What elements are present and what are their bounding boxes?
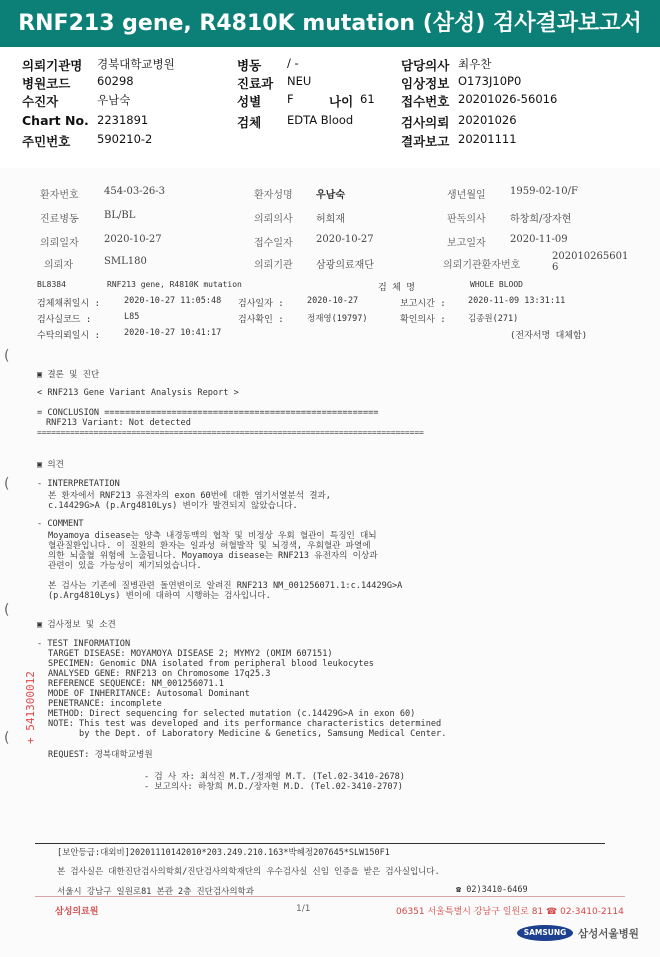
comment-line: Moyamoya disease는 양측 내경동맥의 협착 및 비정상 우회 혈관이 특징인 대뇌: [48, 531, 377, 541]
test-info-line: METHOD: Direct sequencing for selected mutation (c.14429G>A in exon 60): [48, 709, 416, 719]
info-label: 의뢰일자: [40, 238, 79, 249]
meta-label: 검사일자 :: [238, 299, 284, 309]
binder-hole-icon: (: [4, 730, 10, 746]
page-number: 1/1: [296, 904, 311, 914]
info-value: 1959-02-10/F: [510, 186, 578, 197]
label-ward: 병동: [237, 58, 262, 73]
lab-phone: ☎ 02)3410-6469: [456, 885, 528, 895]
info-label: 의뢰의사: [254, 214, 293, 225]
esign-note: (전자서명 대체함): [510, 331, 588, 341]
value-hospital-code: 60298: [97, 74, 134, 88]
info-value: 2020-10-27: [316, 234, 374, 245]
comment-line: 관련이 있을 가능성이 제기되었습니다.: [48, 561, 202, 571]
print-stamp: [보안등급:대외비]20201110142010*203.249.210.163*박혜정207645*SLW150F1: [57, 848, 390, 858]
value-sex: F: [287, 92, 294, 106]
interpretation-line: c.14429G>A (p.Arg4810Lys) 변이가 발견되지 않았습니다.: [48, 501, 298, 511]
label-department: 진료과: [237, 76, 274, 91]
header-panel: [0, 47, 660, 165]
info-value: 우남숙: [316, 190, 345, 201]
value-patient: 우남숙: [97, 93, 131, 107]
header-row: [0, 132, 660, 150]
info-value: 2020-11-09: [510, 234, 568, 245]
info-label: 의뢰자: [44, 260, 73, 271]
test-info-heading: - TEST INFORMATION: [37, 639, 131, 649]
section-heading: ▣ 검사정보 및 소견: [37, 620, 116, 630]
meta-value: 2020-10-27 10:41:17: [124, 328, 222, 338]
hospital-name: 삼성의료원: [55, 907, 99, 917]
info-value: 202010265601: [552, 251, 629, 262]
header-row: [0, 92, 660, 110]
meta-label: 수탁의뢰일시 :: [37, 331, 101, 341]
info-value: BL/BL: [104, 210, 136, 221]
test-info-line: NOTE: This test was developed and its performance characteristics determined: [48, 719, 442, 729]
info-label: 환자번호: [40, 190, 79, 201]
info-value: 허희재: [316, 214, 345, 225]
report-title: RNF213 gene, R4810K mutation (삼성) 검사결과보고서: [0, 0, 660, 47]
divider: [35, 896, 625, 897]
label-doctor: 담당의사: [401, 58, 450, 73]
interpretation-line: 본 환자에서 RNF213 유전자의 exon 60번에 대한 염기서열분석 결과,: [48, 491, 331, 501]
value-ward: / -: [287, 56, 299, 70]
conclusion-result: RNF213 Variant: Not detected: [46, 418, 191, 428]
label-accession: 접수번호: [401, 94, 450, 109]
value-chart-no: 2231891: [97, 113, 149, 127]
value-accession: 20201026-56016: [458, 92, 558, 106]
test-info-line: SPECIMEN: Genomic DNA isolated from peripheral blood leukocytes: [48, 659, 374, 669]
test-info-line: REFERENCE SEQUENCE: NM_001256071.1: [48, 679, 224, 689]
value-resident-no: 590210-2: [97, 132, 153, 146]
meta-value: 김종원(271): [468, 314, 519, 324]
label-reported: 결과보고: [401, 134, 450, 149]
interpretation-heading: - INTERPRETATION: [37, 479, 120, 489]
label-resident-no: 주민번호: [22, 134, 71, 149]
specimen-label: 검 체 명: [378, 283, 415, 293]
tester-line: - 검 사 자: 최석진 M.T./정재영 M.T. (Tel.02-3410-2678): [144, 772, 405, 782]
value-specimen: EDTA Blood: [287, 113, 354, 127]
meta-label: 검사확인 :: [238, 315, 284, 325]
lab-address: 서울시 강남구 일원로81 본관 2층 진단검사의학과: [57, 887, 254, 897]
test-info-line: TARGET DISEASE: MOYAMOYA DISEASE 2; MYMY2 (OMIM 607151): [48, 649, 333, 659]
value-doctor: 최우찬: [458, 57, 492, 71]
info-value: 454-03-26-3: [104, 186, 166, 197]
value-requested: 20201026: [458, 113, 517, 127]
value-department: NEU: [287, 74, 312, 88]
hospital-address: 06351 서울특별시 강남구 일원로 81 ☎ 02-3410-2114: [396, 907, 624, 917]
meta-label: 보고시간 :: [400, 299, 446, 309]
meta-label: 검사실코드 :: [37, 315, 92, 325]
barcode-number: + 541300012: [24, 671, 37, 744]
label-patient: 수진자: [22, 94, 59, 109]
test-info-line: MODE OF INHERITANCE: Autosomal Dominant: [48, 689, 250, 699]
section-heading: ▣ 결론 및 진단: [37, 370, 100, 380]
meta-value: 정재영(19797): [307, 314, 368, 324]
certification-text: 본 검사실은 대한진단검사의학회/진단검사의학재단의 우수검사실 신임 인증을 받은 검사실입니다.: [57, 867, 440, 877]
label-sex: 성별: [237, 94, 262, 109]
label-chart-no: Chart No.: [22, 113, 89, 128]
section-heading: ▣ 의견: [37, 460, 64, 470]
label-institution: 의뢰기관명: [22, 58, 83, 73]
binder-hole-icon: (: [4, 602, 10, 618]
value-reported: 20201111: [458, 132, 517, 146]
label-age: 나이: [329, 94, 354, 109]
binder-hole-icon: (: [4, 476, 10, 492]
test-info-line: by the Dept. of Laboratory Medicine & Genetics, Samsung Medical Center.: [48, 729, 447, 739]
info-label: 의뢰기관환자번호: [443, 260, 521, 271]
info-label: 의뢰기관: [254, 260, 293, 271]
info-label: 판독의사: [447, 214, 486, 225]
header-row: [0, 56, 660, 74]
test-info-line: ANALYSED GENE: RNF213 on Chromosome 17q25.3: [48, 669, 271, 679]
value-age: 61: [360, 92, 375, 106]
hospital-logo-text: 삼성서울병원: [578, 928, 639, 940]
meta-value: 2020-10-27 11:05:48: [124, 296, 222, 306]
meta-value: 2020-11-09 13:31:11: [468, 296, 566, 306]
info-value: 하창희/장자현: [510, 214, 572, 225]
separator: ==================================================================================: [37, 428, 424, 437]
specimen-value: WHOLE BLOOD: [470, 280, 523, 289]
binder-hole-icon: (: [4, 348, 10, 364]
reporter-line: - 보고의사: 하창희 M.D./장자현 M.D. (Tel.02-3410-2707): [144, 782, 403, 792]
test-code: BL8384: [37, 280, 66, 289]
header-row: [0, 74, 660, 92]
info-label: 진료병동: [40, 214, 79, 225]
meta-label: 확인의사 :: [400, 315, 446, 325]
comment-line: (p.Arg4810Lys) 변이에 대하여 시행하는 검사입니다.: [48, 591, 271, 601]
request-line: REQUEST: 경북대학교병원: [48, 750, 153, 760]
comment-line: 혈관질환입니다. 이 질환의 환자는 일과성 허혈발작 및 뇌경색, 우회혈관 파열에: [48, 541, 371, 551]
meta-value: 2020-10-27: [307, 296, 359, 306]
meta-label: 검체채취일시 :: [37, 299, 101, 309]
label-hospital-code: 병원코드: [22, 76, 71, 91]
samsung-logo: SAMSUNG: [517, 925, 573, 941]
value-clinical-info: O173J10P0: [458, 74, 522, 88]
header-row: [0, 113, 660, 131]
info-value: SML180: [104, 256, 147, 267]
info-label: 환자성명: [254, 190, 293, 201]
divider: [35, 843, 605, 844]
test-name: RNF213 gene, R4810K mutation: [107, 280, 242, 289]
conclusion-heading: = CONCLUSION =====================================================: [37, 408, 379, 418]
comment-heading: - COMMENT: [37, 519, 84, 529]
value-institution: 경북대학교병원: [97, 57, 175, 71]
meta-value: L85: [124, 312, 140, 322]
comment-line: 의한 뇌출혈 위험에 노출됩니다. Moyamoya disease는 RNF213 유전자의 이상과: [48, 551, 378, 561]
label-clinical-info: 임상정보: [401, 76, 450, 91]
info-value: 6: [552, 262, 559, 273]
info-label: 접수일자: [254, 238, 293, 249]
label-requested: 검사의뢰: [401, 115, 450, 130]
report-subtitle: < RNF213 Gene Variant Analysis Report >: [37, 388, 239, 398]
info-label: 보고일자: [447, 238, 486, 249]
comment-line: 본 검사는 기존에 질병관련 돌연변이로 알려진 RNF213 NM_001256071.1:c.14429G>A: [48, 581, 403, 591]
info-value: 삼광의료재단: [316, 260, 374, 271]
info-label: 생년월일: [447, 190, 486, 201]
test-info-line: PENETRANCE: incomplete: [48, 699, 162, 709]
label-specimen: 검체: [237, 115, 262, 130]
info-value: 2020-10-27: [104, 234, 162, 245]
